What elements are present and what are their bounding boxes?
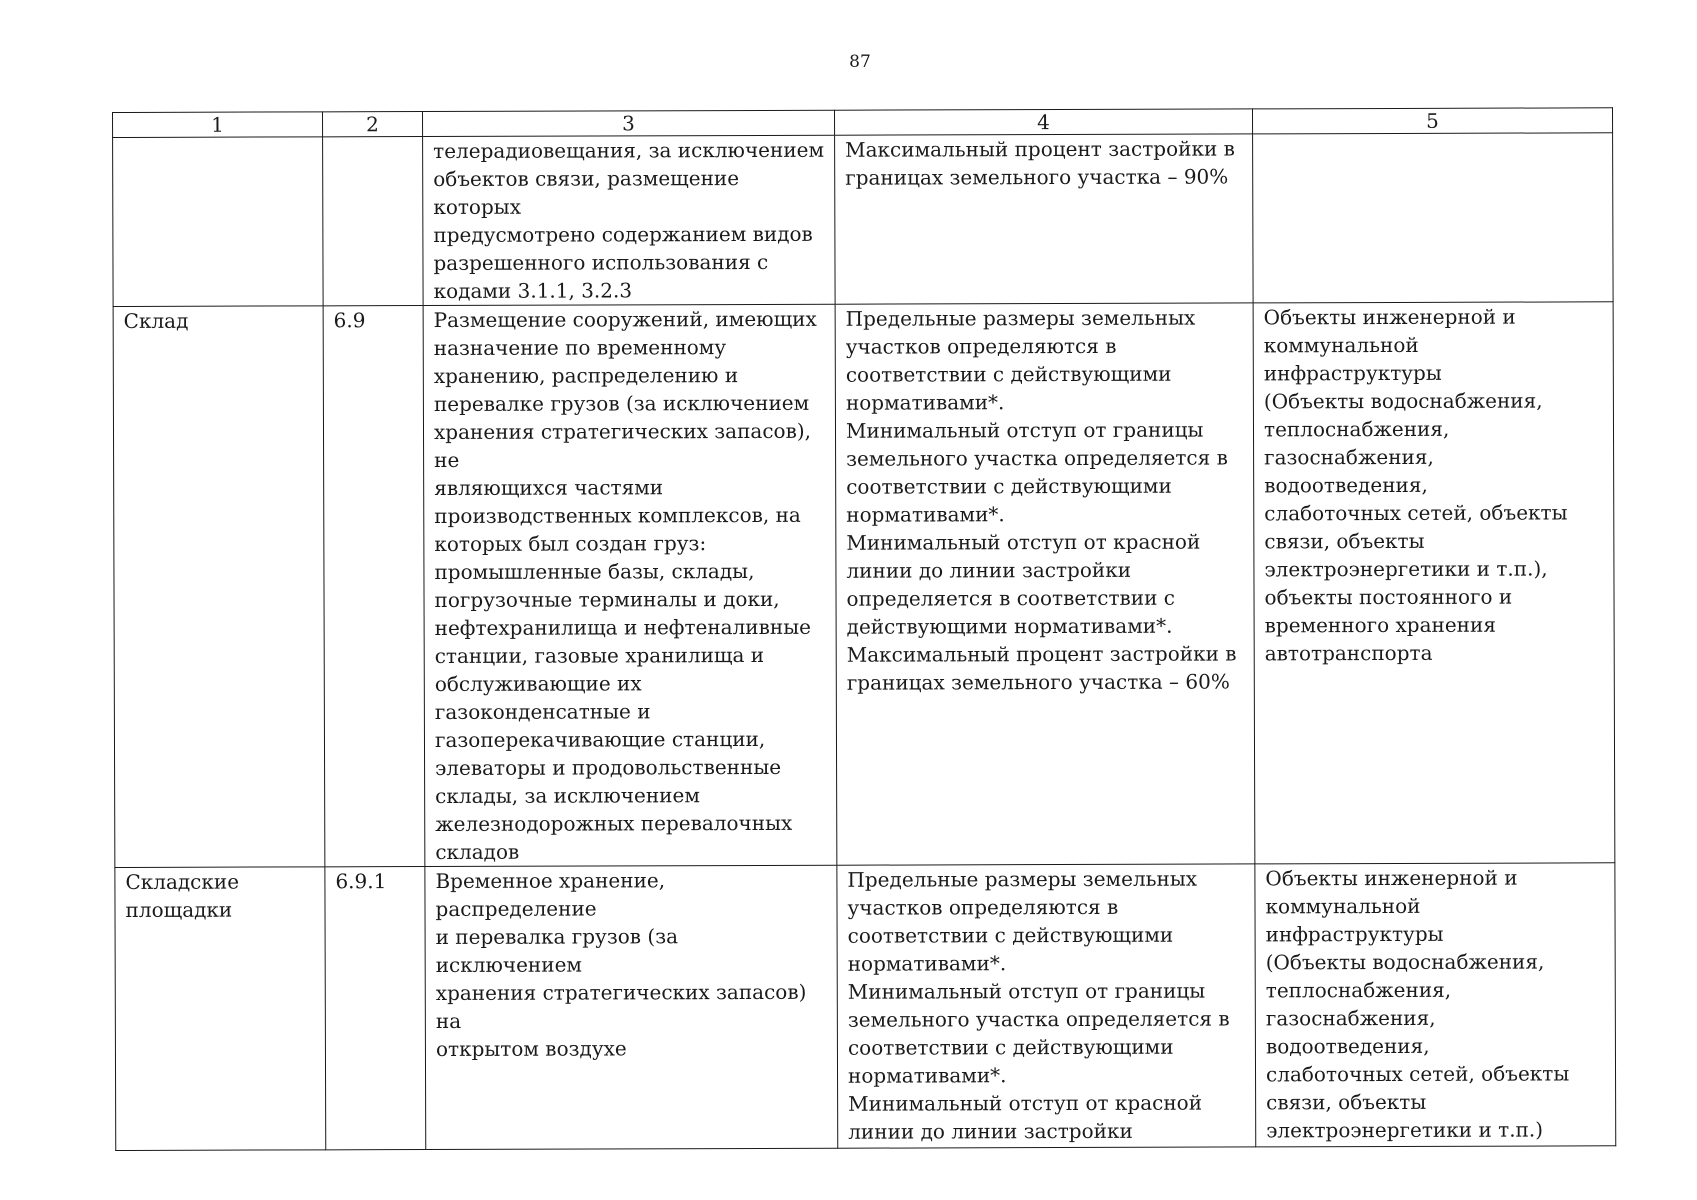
use-description: телерадиовещания, за исключением объектов связи, размещение которых предусмотрено содержанием видов разрешенного использования с кодами 3.1.1, 3.2.3 xyxy=(433,137,825,303)
use-code-cell xyxy=(325,867,426,1150)
use-parameters-cell xyxy=(835,303,1255,865)
use-description-cell xyxy=(423,304,837,866)
use-name-cell xyxy=(115,867,326,1151)
table-row xyxy=(115,863,1616,1151)
auxiliary-uses-cell xyxy=(1253,302,1615,864)
use-description-cell xyxy=(423,135,836,305)
use-code-cell xyxy=(323,306,425,867)
use-parameters-cell xyxy=(837,864,1256,1148)
use-name-cell xyxy=(113,137,324,307)
page-number: 87 xyxy=(849,52,871,72)
use-name xyxy=(123,137,312,138)
use-code-cell xyxy=(323,137,424,306)
use-description: Временное хранение, распределение и перевалка грузов (за исключением хранения стратегических запасов) на открытом воздухе xyxy=(435,868,807,1061)
table-row xyxy=(113,133,1614,307)
auxiliary-uses-cell xyxy=(1255,863,1616,1147)
use-description-cell xyxy=(425,865,838,1149)
column-header-5: 5 xyxy=(1252,108,1612,134)
land-use-table xyxy=(112,107,1616,1151)
auxiliary-uses-cell xyxy=(1253,133,1614,303)
use-code: 6.9 xyxy=(333,308,366,333)
auxiliary-uses xyxy=(1263,133,1602,134)
column-header-3: 3 xyxy=(423,110,835,136)
use-name: Склад xyxy=(123,308,189,333)
use-parameters: Предельные размеры земельных участков определяются в соответствии с действующими нормативами*. Минимальный отступ от границы земельного участка определяется в соответствии с действующими нормативами*. Минимальный отступ от красной линии до линии застройки xyxy=(847,866,1230,1144)
use-code: 6.9.1 xyxy=(335,869,387,894)
use-name: Складские площадки xyxy=(125,869,240,922)
use-parameters: Максимальный процент застройки в границах земельного участка – 90% xyxy=(845,136,1235,190)
use-parameters: Предельные размеры земельных участков определяются в соответствии с действующими нормативами*. Минимальный отступ от границы земельного участка определяется в соответствии с действующими нормативами*. Минимальный отступ от красной линии до линии застройки определяется в соответствии с действующими нормативами*. Максимальный процент застройки в границах земельного участка – 60% xyxy=(845,305,1237,695)
use-description: Размещение сооружений, имеющих назначение по временному хранению, распределению и перевалке грузов (за исключением хранения стратегических запасов), не являющихся частями производственных комплексов, на которых был создан груз: промышленные базы, склады, погрузочные терминалы и доки, нефтехранилища и нефтеналивные станции, газовые хранилища и обслуживающие их газоконденсатные и газоперекачивающие станции, элеваторы и продовольственные склады, за исключением железнодорожных перевалочных складов xyxy=(433,306,817,864)
use-name-cell xyxy=(113,306,325,868)
column-header-4: 4 xyxy=(834,109,1252,135)
column-header-1: 1 xyxy=(113,112,323,138)
auxiliary-uses: Объекты инженерной и коммунальной инфраструктуры (Объекты водоснабжения, теплоснабжения, газоснабжения, водоотведения, слаботочных сетей, объекты связи, объекты электроэнергетики и т.п.) xyxy=(1265,865,1570,1143)
column-header-2: 2 xyxy=(323,112,423,137)
use-parameters-cell xyxy=(835,134,1254,304)
auxiliary-uses: Объекты инженерной и коммунальной инфраструктуры (Объекты водоснабжения, теплоснабжения, газоснабжения, водоотведения, слаботочных сетей, объекты связи, объекты электроэнергетики и т.п.), объекты постоянного и временного хранения автотранспорта xyxy=(1263,304,1568,666)
table-row xyxy=(113,302,1615,868)
